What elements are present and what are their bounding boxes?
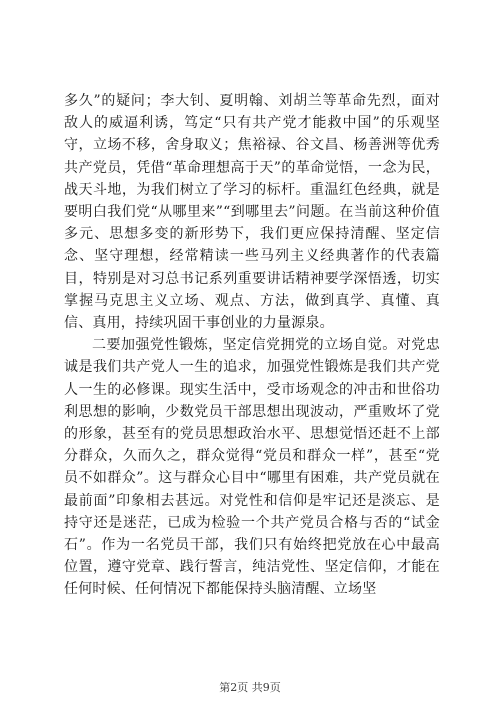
page-number-footer: 第2页 共9页 (219, 681, 281, 694)
document-body (64, 90, 440, 601)
paragraph-2: 二要加强党性锻炼，坚定信党拥党的立场自觉。对党忠诚是我们共产党人一生的追求，加强党性锻炼是我们共产党人一生的必修课。现实生活中，受市场观念的冲击和世俗功利思想的影响，少数党员干部思想出现波动，严重败坏了党的形象，甚至有的党员思想政治水平、思想觉悟还赶不上部分群众，久而久之，群众觉得“党员和群众一样”，甚至“党员不如群众”。这与群众心目中“哪里有困难，共产党员就在最前面”印象相去甚远。对党性和信仰是牢记还是淡忘、是持守还是迷茫，已成为检验一个共产党员合格与否的“试金石”。作为一名党员干部，我们只有始终把党放在心中最高位置，遵守党章、践行誓言，纯洁党性、坚定信仰，才能在任何时候、任何情况下都能保持头脑清醒、立场坚 (64, 337, 440, 598)
paragraph-1: 多久”的疑问；李大钊、夏明翰、刘胡兰等革命先烈，面对敌人的威逼利诱，笃定“只有共产党才能救中国”的乐观坚守，立场不移，舍身取义；焦裕禄、谷文昌、杨善洲等优秀共产党员，凭借“革命理想高于天”的革命觉悟，一念为民，战天斗地，为我们树立了学习的标杆。重温红色经典，就是要明白我们党“从哪里来”“到哪里去”问题。在当前这种价值多元、思想多变的新形势下，我们更应保持清醒、坚定信念、坚守理想，经常精读一些马列主义经典著作的代表篇目，特别是对习总书记系列重要讲话精神要学深悟透，切实掌握马克思主义立场、观点、方法，做到真学、真懂、真信、真用，持续巩固干事创业的力量源泉。 (64, 93, 440, 332)
